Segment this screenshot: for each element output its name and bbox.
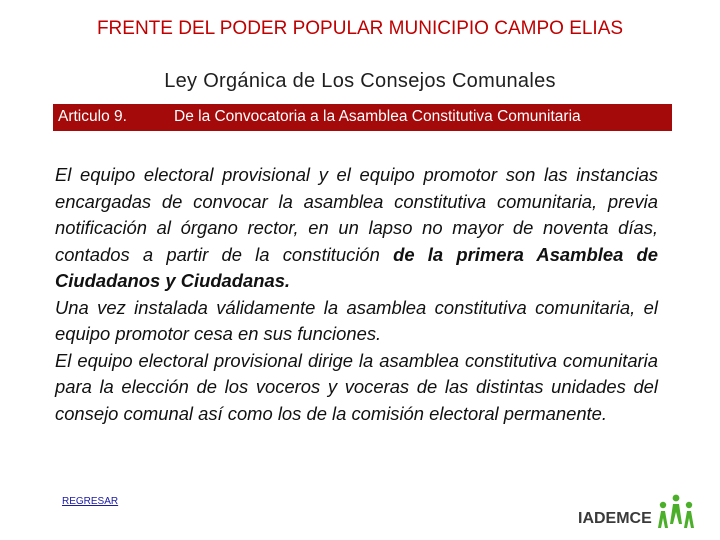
article-heading: De la Convocatoria a la Asamblea Constitutiva Comunitaria (174, 108, 581, 125)
law-title: Ley Orgánica de Los Consejos Comunales (164, 70, 556, 92)
paragraph-1-bold: de la primera Asamblea de Ciudadanos y Ciudadanas. (55, 243, 659, 291)
people-figures-logo-icon (655, 494, 697, 530)
article-header-bar (53, 104, 672, 131)
article-body (55, 162, 658, 427)
paragraph-2: Una vez instalada válidamente la asamblea constitutiva comunitaria, el equipo promotor cesa en sus funciones. (55, 296, 658, 344)
page-title: FRENTE DEL PODER POPULAR MUNICIPIO CAMPO ELIAS (96, 18, 624, 39)
article-number: Articulo 9. (58, 108, 127, 125)
paragraph-1 (55, 162, 658, 295)
back-link[interactable]: REGRESAR (62, 496, 119, 507)
paragraph-3: El equipo electoral provisional dirige la asamblea constitutiva comunitaria para la elección de los voceros y voceras de las distintas unidades del consejo comunal así como los de la comisión electoral permanente. (55, 349, 658, 424)
paragraph-1-text: El equipo electoral provisional y el equipo promotor son las instancias encargadas de convocar la asamblea constitutiva comunitaria, previa notificación al órgano rector, en un lapso no mayor de noventa días, contados a partir de la constitución (55, 164, 658, 265)
brand-name: IADEMCE (578, 510, 652, 527)
